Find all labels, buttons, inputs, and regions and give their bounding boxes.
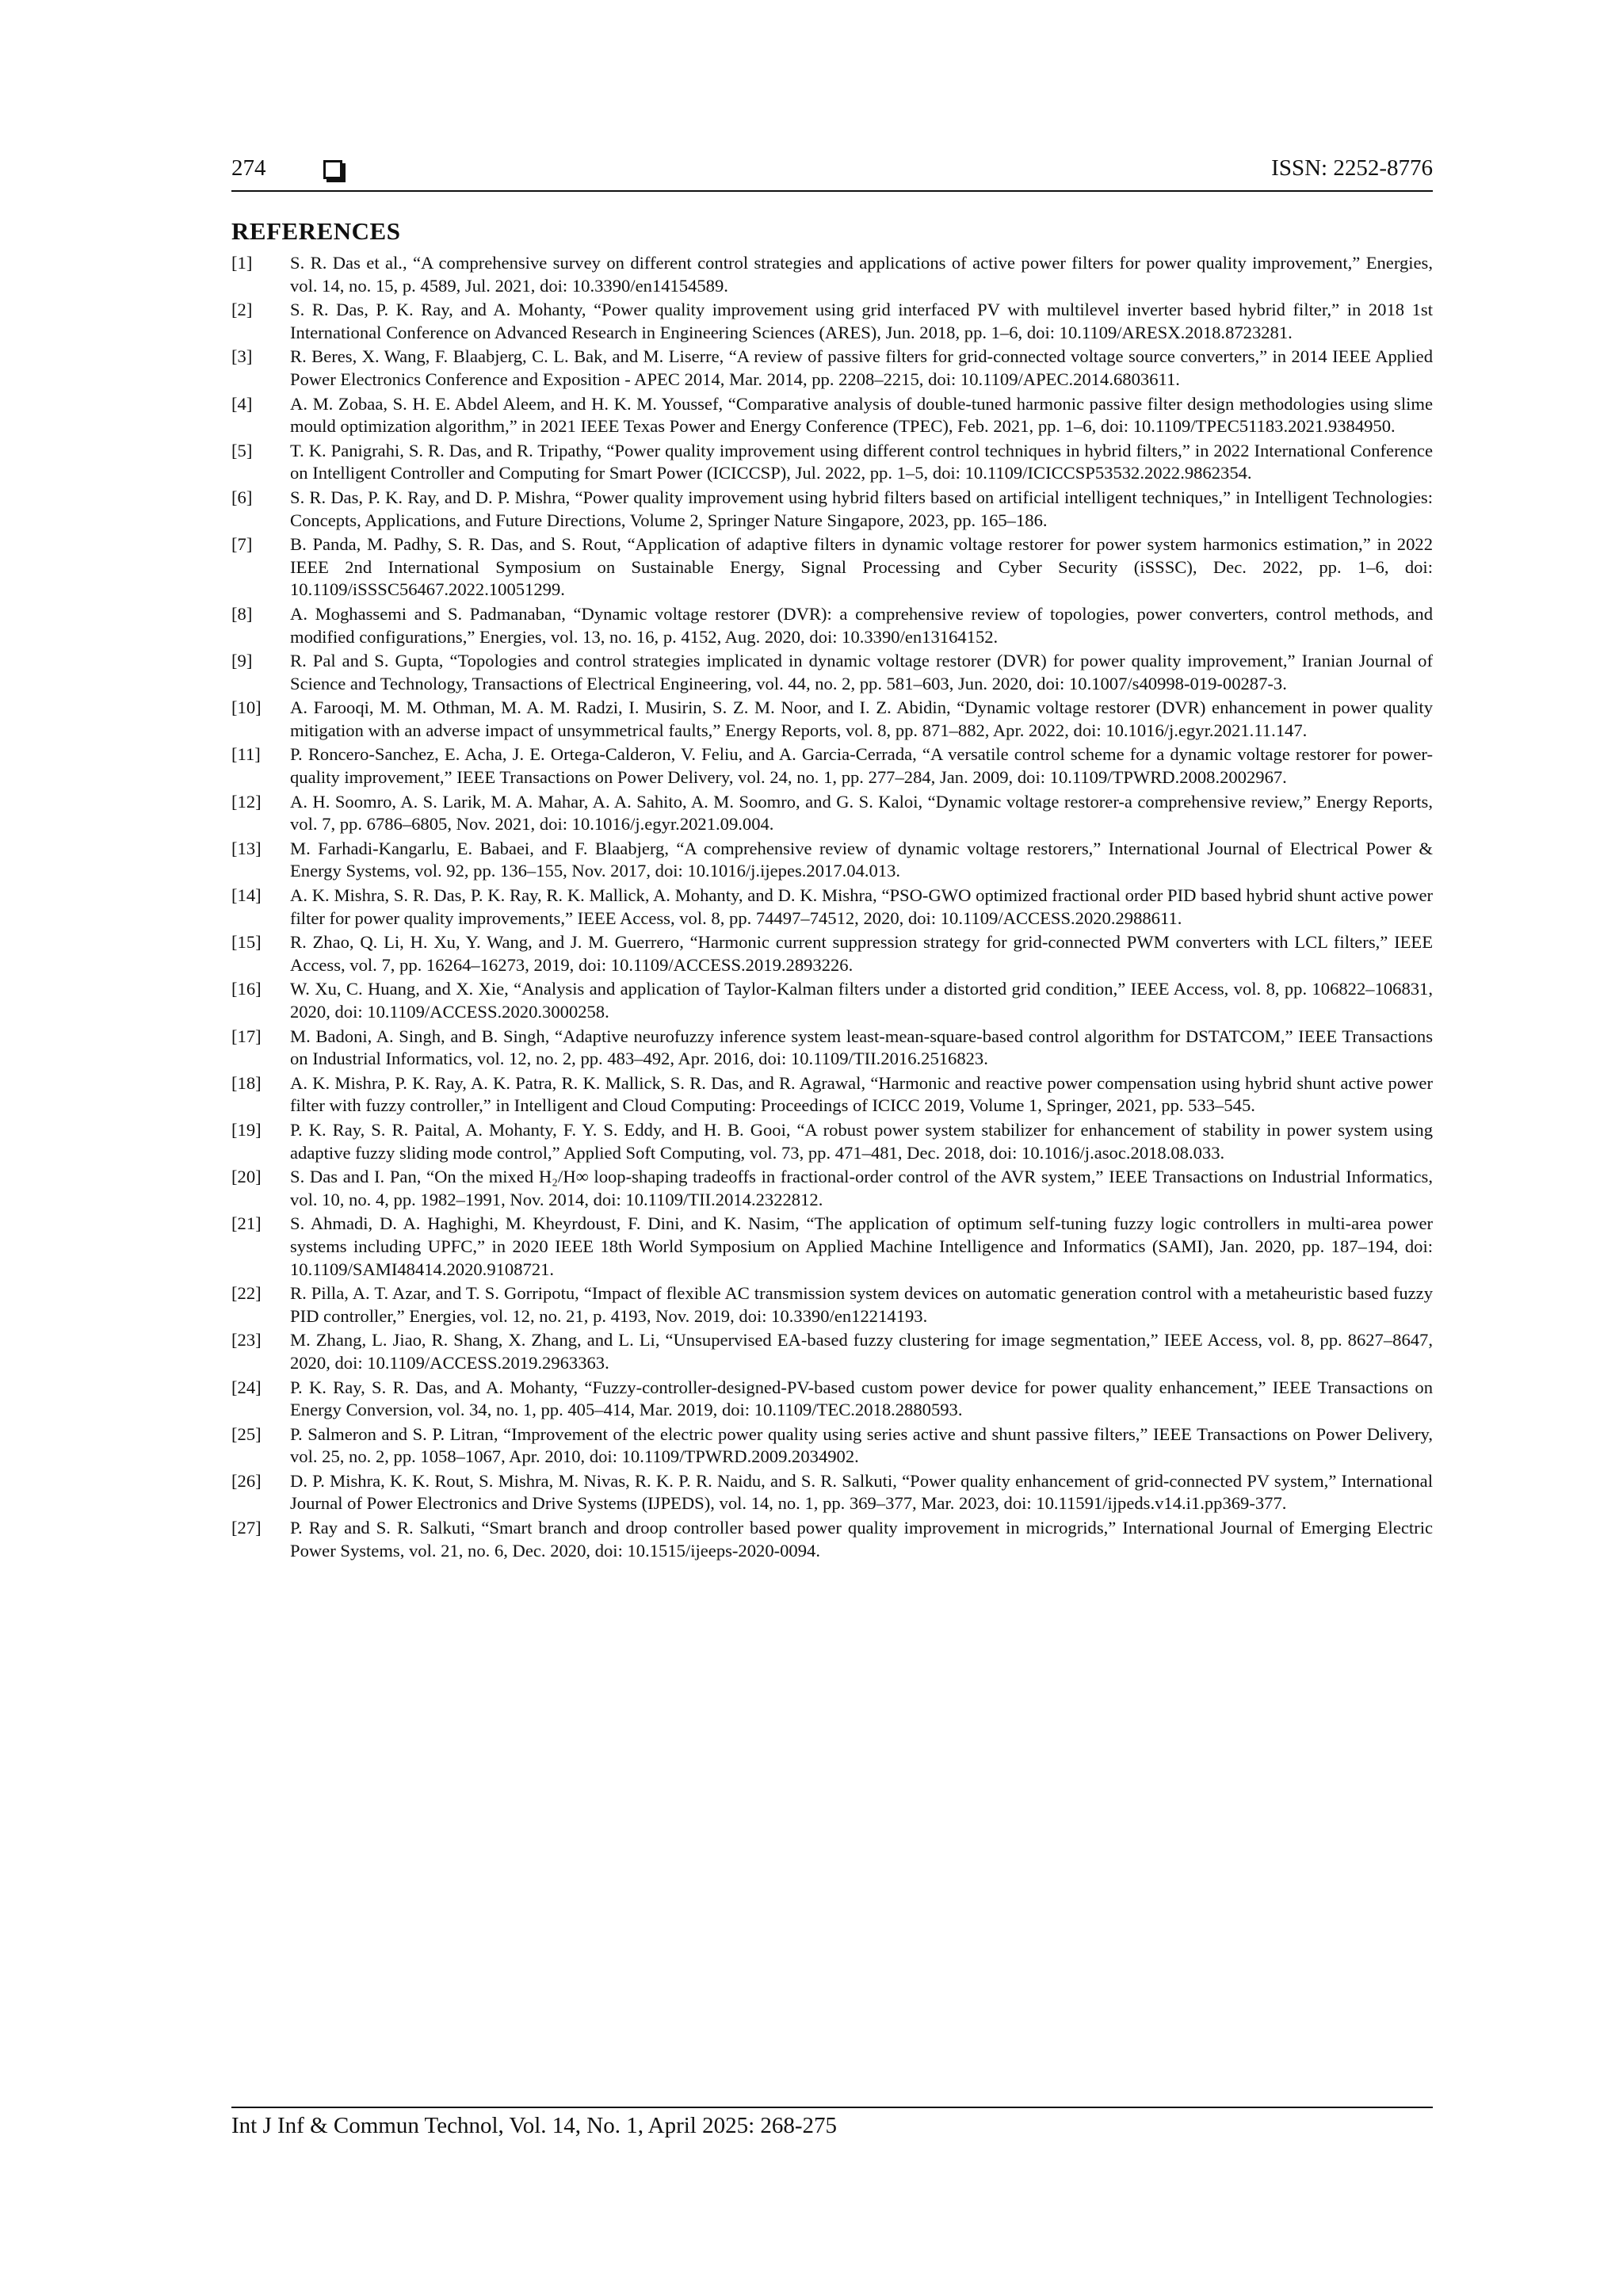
reference-text: R. Zhao, Q. Li, H. Xu, Y. Wang, and J. M. Guerrero, “Harmonic current suppression strategy for grid-connected PWM converters with LCL filters,” IEEE Access, vol. 7, pp. 16264–16273, 2019, doi: 10.1109/ACCESS.2019.2893226.: [290, 932, 1433, 975]
reference-number: [26]: [231, 1470, 262, 1491]
references-list: [231, 252, 1433, 1564]
reference-item: [231, 1119, 1433, 1164]
reference-item: [231, 487, 1433, 532]
page-number: 274: [231, 155, 266, 181]
reference-item: [231, 697, 1433, 742]
reference-text: P. Roncero-Sanchez, E. Acha, J. E. Ortega-Calderon, V. Feliu, and A. Garcia-Cerrada, “A versatile control scheme for a dynamic voltage restorer for power-quality improvement,” IEEE Transactions on Power Delivery, vol. 24, no. 1, pp. 277–284, Jan. 2009, doi: 10.1109/TPWRD.2008.2002967.: [290, 744, 1433, 788]
reference-number: [23]: [231, 1330, 262, 1350]
footer-citation: Int J Inf & Commun Technol, Vol. 14, No. 1, April 2025: 268-275: [231, 2113, 838, 2138]
reference-item: [231, 1166, 1433, 1211]
reference-item: [231, 1213, 1433, 1281]
reference-number: [2]: [231, 300, 253, 320]
reference-text: P. Salmeron and S. P. Litran, “Improvement of the electric power quality using series active and shunt passive filters,” IEEE Transactions on Power Delivery, vol. 25, no. 2, pp. 1058–1067, Apr. 2010, doi: 10.1109/TPWRD.2009.2034902.: [290, 1423, 1433, 1467]
reference-number: [6]: [231, 487, 253, 507]
reference-item: [231, 252, 1433, 297]
reference-text: P. Ray and S. R. Salkuti, “Smart branch and droop controller based power quality improvement in microgrids,” International Journal of Emerging Electric Power Systems, vol. 21, no. 6, Dec. 2020, doi: 10.1515/ijeeps-2020-0094.: [290, 1518, 1433, 1561]
reference-number: [24]: [231, 1377, 262, 1397]
reference-item: [231, 838, 1433, 883]
reference-text: R. Pilla, A. T. Azar, and T. S. Gorripotu, “Impact of flexible AC transmission system devices on automatic generation control with a metaheuristic based fuzzy PID controller,” Energies, vol. 12, no. 21, p. 4193, Nov. 2019, doi: 10.3390/en12214193.: [290, 1283, 1433, 1326]
reference-number: [16]: [231, 979, 262, 999]
references-heading: REFERENCES: [231, 217, 401, 245]
reference-text: M. Farhadi-Kangarlu, E. Babaei, and F. Blaabjerg, “A comprehensive review of dynamic voltage restorers,” International Journal of Electrical Power & Energy Systems, vol. 92, pp. 136–155, Nov. 2017, doi: 10.1016/j.ijepes.2017.04.013.: [290, 838, 1433, 881]
reference-text: A. M. Zobaa, S. H. E. Abdel Aleem, and H. K. M. Youssef, “Comparative analysis of double-tuned harmonic passive filter design methodologies using slime mould optimization algorithm,” in 2021 IEEE Texas Power and Energy Conference (TPEC), Feb. 2021, pp. 1–6, doi: 10.1109/TPEC51183.2021.9384950.: [290, 393, 1433, 437]
reference-item: [231, 884, 1433, 930]
reference-text: A. Farooqi, M. M. Othman, M. A. M. Radzi, I. Musirin, S. Z. M. Noor, and I. Z. Abidin, “Dynamic voltage restorer (DVR) enhancement in power quality mitigation with an adverse impact of unsymmetrical faults,” Energy Reports, vol. 8, pp. 871–882, Apr. 2022, doi: 10.1016/j.egyr.2021.11.147.: [290, 697, 1433, 740]
reference-number: [14]: [231, 885, 262, 906]
reference-text: P. K. Ray, S. R. Das, and A. Mohanty, “Fuzzy-controller-designed-PV-based custom power device for power quality enhancement,” IEEE Transactions on Energy Conversion, vol. 34, no. 1, pp. 405–414, Mar. 2019, doi: 10.1109/TEC.2018.2880593.: [290, 1377, 1433, 1420]
reference-number: [22]: [231, 1283, 262, 1304]
reference-text: A. H. Soomro, A. S. Larik, M. A. Mahar, A. A. Sahito, A. M. Soomro, and G. S. Kaloi, “Dynamic voltage restorer-a comprehensive review,” Energy Reports, vol. 7, pp. 6786–6805, Nov. 2021, doi: 10.1016/j.egyr.2021.09.004.: [290, 791, 1433, 835]
reference-item: [231, 931, 1433, 976]
reference-text: W. Xu, C. Huang, and X. Xie, “Analysis and application of Taylor-Kalman filters under a distorted grid condition,” IEEE Access, vol. 8, pp. 106822–106831, 2020, doi: 10.1109/ACCESS.2020.3000258.: [290, 979, 1433, 1022]
footer-rule: [231, 2107, 1433, 2108]
reference-number: [25]: [231, 1423, 262, 1444]
reference-text: R. Pal and S. Gupta, “Topologies and control strategies implicated in dynamic voltage restorer (DVR) for power quality improvement,” Iranian Journal of Science and Technology, Transactions of Electrical Engineering, vol. 44, no. 2, pp. 581–603, Jun. 2020, doi: 10.1007/s40998-019-00287-3.: [290, 651, 1433, 693]
reference-item: [231, 299, 1433, 344]
reference-number: [3]: [231, 346, 253, 367]
reference-number: [5]: [231, 440, 253, 460]
reference-number: [12]: [231, 791, 262, 812]
reference-number: [7]: [231, 534, 253, 555]
reference-number: [13]: [231, 838, 262, 858]
header-rule: [231, 190, 1433, 192]
square-bullet-icon: [323, 160, 342, 179]
reference-text: P. K. Ray, S. R. Paital, A. Mohanty, F. Y. S. Eddy, and H. B. Gooi, “A robust power system stabilizer for enhancement of stability in power system using adaptive fuzzy sliding mode control,” Applied Soft Computing, vol. 73, pp. 471–481, Dec. 2018, doi: 10.1016/j.asoc.2018.08.033.: [290, 1119, 1433, 1163]
reference-item: [231, 1423, 1433, 1469]
reference-item: [231, 346, 1433, 391]
reference-text: S. R. Das, P. K. Ray, and A. Mohanty, “Power quality improvement using grid interfaced PV with multilevel inverter based hybrid filter,” in 2018 1st International Conference on Advanced Research in Engineering Sciences (ARES), Jun. 2018, pp. 1–6, doi: 10.1109/ARESX.2018.8723281.: [290, 300, 1433, 342]
reference-number: [8]: [231, 603, 253, 624]
reference-item: [231, 1329, 1433, 1374]
reference-item: [231, 440, 1433, 485]
reference-number: [19]: [231, 1119, 262, 1140]
reference-number: [15]: [231, 932, 262, 953]
reference-item: [231, 1282, 1433, 1328]
reference-item: [231, 791, 1433, 836]
reference-item: [231, 1072, 1433, 1117]
reference-text: T. K. Panigrahi, S. R. Das, and R. Tripathy, “Power quality improvement using different control techniques in hybrid filters,” in 2022 International Conference on Intelligent Controller and Computing for Smart Power (ICICCSP), Jul. 2022, pp. 1–5, doi: 10.1109/ICICCSP53532.2022.9862354.: [290, 440, 1433, 483]
reference-number: [11]: [231, 744, 261, 765]
reference-text: A. Moghassemi and S. Padmanaban, “Dynamic voltage restorer (DVR): a comprehensive review of topologies, power converters, control methods, and modified configurations,” Energies, vol. 13, no. 16, p. 4152, Aug. 2020, doi: 10.3390/en13164152.: [290, 603, 1433, 647]
reference-number: [1]: [231, 253, 253, 273]
reference-number: [17]: [231, 1026, 262, 1046]
reference-number: [4]: [231, 393, 253, 414]
reference-text: S. Das and I. Pan, “On the mixed H₂/H∞ loop-shaping tradeoffs in fractional-order control of the AVR system,” IEEE Transactions on Industrial Informatics, vol. 10, no. 4, pp. 1982–1991, Nov. 2014, doi: 10.1109/TII.2014.2322812.: [290, 1167, 1433, 1209]
reference-number: [27]: [231, 1518, 262, 1538]
reference-item: [231, 393, 1433, 438]
reference-number: [21]: [231, 1213, 262, 1234]
reference-item: [231, 978, 1433, 1023]
page-header: [231, 155, 1433, 189]
reference-number: [10]: [231, 697, 262, 718]
reference-number: [18]: [231, 1072, 262, 1093]
reference-text: S. R. Das, P. K. Ray, and D. P. Mishra, “Power quality improvement using hybrid filters based on artificial intelligent techniques,” in Intelligent Technologies: Concepts, Applications, and Future Directions, Volume 2, Springer Nature Singapore, 2023, pp. 165–186.: [290, 487, 1433, 530]
reference-text: D. P. Mishra, K. K. Rout, S. Mishra, M. Nivas, R. K. P. R. Naidu, and S. R. Salkuti, “Power quality enhancement of grid-connected PV system,” International Journal of Power Electronics and Drive Systems (IJPEDS), vol. 14, no. 1, pp. 369–377, Mar. 2023, doi: 10.11591/ijpeds.v14.i1.pp369-377.: [290, 1470, 1433, 1514]
reference-number: [20]: [231, 1167, 262, 1187]
reference-text: B. Panda, M. Padhy, S. R. Das, and S. Rout, “Application of adaptive filters in dynamic voltage restorer for power system harmonics estimation,” in 2022 IEEE 2nd International Symposium on Sustainable Energy, Signal Processing and Cyber Security (iSSSC), Dec. 2022, pp. 1–6, doi: 10.1109/iSSSC56467.2022.10051299.: [290, 534, 1433, 600]
reference-text: M. Badoni, A. Singh, and B. Singh, “Adaptive neurofuzzy inference system least-mean-square-based control algorithm for DSTATCOM,” IEEE Transactions on Industrial Informatics, vol. 12, no. 2, pp. 483–492, Apr. 2016, doi: 10.1109/TII.2016.2516823.: [290, 1026, 1433, 1069]
reference-item: [231, 1377, 1433, 1422]
reference-item: [231, 743, 1433, 789]
reference-text: M. Zhang, L. Jiao, R. Shang, X. Zhang, and L. Li, “Unsupervised EA-based fuzzy clustering for image segmentation,” IEEE Access, vol. 8, pp. 8627–8647, 2020, doi: 10.1109/ACCESS.2019.2963363.: [290, 1330, 1433, 1373]
reference-text: A. K. Mishra, S. R. Das, P. K. Ray, R. K. Mallick, A. Mohanty, and D. K. Mishra, “PSO-GWO optimized fractional order PID based hybrid shunt active power filter for power quality improvements,” IEEE Access, vol. 8, pp. 74497–74512, 2020, doi: 10.1109/ACCESS.2020.2988611.: [290, 885, 1433, 928]
reference-item: [231, 1026, 1433, 1071]
reference-item: [231, 533, 1433, 602]
reference-text: R. Beres, X. Wang, F. Blaabjerg, C. L. Bak, and M. Liserre, “A review of passive filters for grid-connected voltage source converters,” in 2014 IEEE Applied Power Electronics Conference and Exposition - APEC 2014, Mar. 2014, pp. 2208–2215, doi: 10.1109/APEC.2014.6803611.: [290, 346, 1433, 389]
reference-text: S. Ahmadi, D. A. Haghighi, M. Kheyrdoust, F. Dini, and K. Nasim, “The application of optimum self-tuning fuzzy logic controllers in multi-area power systems including UPFC,” in 2020 IEEE 18th World Symposium on Applied Machine Intelligence and Informatics (SAMI), Jan. 2020, pp. 187–194, doi: 10.1109/SAMI48414.2020.9108721.: [290, 1213, 1433, 1279]
reference-number: [9]: [231, 651, 253, 671]
reference-item: [231, 603, 1433, 648]
reference-item: [231, 650, 1433, 695]
issn-label: ISSN: 2252-8776: [1271, 155, 1433, 181]
reference-item: [231, 1517, 1433, 1562]
reference-item: [231, 1470, 1433, 1515]
reference-text: S. R. Das et al., “A comprehensive survey on different control strategies and applications of active power filters for power quality improvement,” Energies, vol. 14, no. 15, p. 4589, Jul. 2021, doi: 10.3390/en14154589.: [290, 253, 1433, 296]
reference-text: A. K. Mishra, P. K. Ray, A. K. Patra, R. K. Mallick, S. R. Das, and R. Agrawal, “Harmonic and reactive power compensation using hybrid shunt active power filter with fuzzy controller,” in Intelligent and Cloud Computing: Proceedings of ICICC 2019, Volume 1, Springer, 2021, pp. 533–545.: [290, 1072, 1433, 1116]
